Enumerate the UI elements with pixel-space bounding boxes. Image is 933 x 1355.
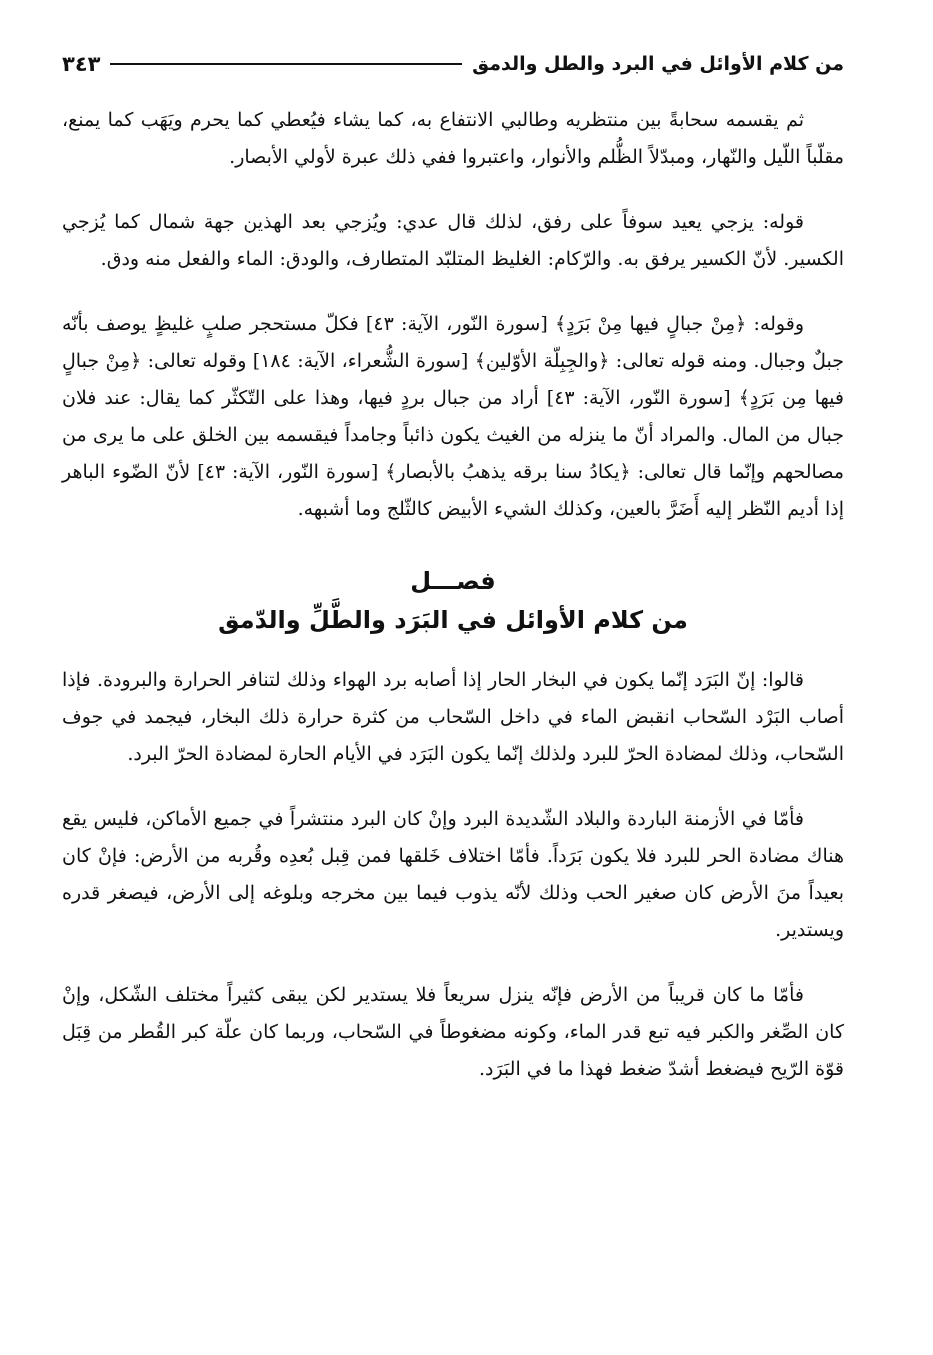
paragraph: فأمّا ما كان قريباً من الأرض فإنّه ينزل سريعاً فلا يستدير لكن يبقى كثيراً مختلف الشّكل، وإنْ كان الصِّغر والكبر فيه تبع قدر الماء، وكونه مضغوطاً في السّحاب، وربما كان علّة كبر القُطر من قِبَل قوّة الرّيح فيضغط أشدّ ضغط فهذا ما في البَرَد.	[62, 984, 844, 1080]
page-header	[62, 40, 844, 88]
page-number: ٣٤٣	[62, 52, 101, 76]
paragraph: وقوله: ﴿مِنْ جبالٍ فيها مِنْ بَرَدٍ﴾ [سورة النّور، الآية: ٤٣] فكلّ مستحجر صلبٍ غليظٍ يوصف بأنّه جبلٌ وجبال. ومنه قوله تعالى: ﴿والجِبِلّة الأوّلين﴾ [سورة الشُّعراء، الآية: ١٨٤] وقوله تعالى: ﴿مِنْ جبالٍ فيها مِن بَرَدٍ﴾ [سورة النّور، الآية: ٤٣] أراد من جبال بردٍ فيها، وهذا على التّكثّر كما يقال: عند فلان جبال من المال. والمراد أنّ ما ينزله من الغيث يكون ذائباً وجامداً فيقسمه بين الخلق على ما يرى من مصالحهم وإنّما قال تعالى: ﴿يكادُ سنا برقه يذهبُ بالأبصار﴾ [سورة النّور، الآية: ٤٣] لأنّ الضّوء الباهر إذا أديم النّظر إليه أَضَرَّ بالعين، وكذلك الشيء الأبيض كالثّلج وما أشبهه.	[62, 313, 844, 520]
paragraph: قالوا: إنّ البَرَد إنّما يكون في البخار الحار إذا أصابه برد الهواء وذلك لتنافر الحرارة والبرودة. فإذا أصاب البَرْد السّحاب انقبض الماء في داخل السّحاب من كثرة حرارة ذلك البخار، فيجمد في جوف السّحاب، وذلك لمضادة الحرّ للبرد ولذلك إنّما يكون البَرَد في الأيام الحارة لمضادة الحرّ البرد.	[62, 669, 844, 765]
header-rule	[110, 63, 462, 65]
paragraph: قوله: يزجي يعيد سوفاً على رفق، لذلك قال عدي: ويُزجي بعد الهذين جهة شمال كما يُزجي الكسير. لأنّ الكسير يرفق به. والرّكام: الغليظ المتلبّد المتطارف، والودق: الماء والفعل منه ودق.	[62, 211, 844, 270]
running-title: من كلام الأوائل في البرد والطل والدمق	[472, 53, 844, 75]
section-label: فصـــل	[410, 567, 496, 595]
paragraph: ثم يقسمه سحابةً بين منتظريه وطالبي الانتفاع به، كما يشاء فيُعطي كما يحرم ويَهَب كما يمنع، مقلّباً اللّيل والنّهار، ومبدّلاً الظُّلم والأنوار، واعتبروا ففي ذلك عبرة لأولي الأبصار.	[62, 109, 844, 168]
section-heading	[62, 562, 844, 640]
book-page	[62, 40, 844, 1330]
paragraph: فأمّا في الأزمنة الباردة والبلاد الشّديدة البرد وإنْ كان البرد منتشراً في جميع الأماكن، فليس يقع هناك مضادة الحر للبرد فلا يكون بَرَداً. فأمّا اختلاف خَلقها فمن قِبل بُعدِه وقُربه من الأرض: فإنْ كان بعيداً منَ الأرض كان صغير الحب وذلك لأنّه يذوب فيما بين مخرجه وبلوغه إلى الأرض، فيصغر قدره ويستدير.	[62, 808, 844, 941]
section-title: من كلام الأوائل في البَرَد والطَّلِّ والدّمق	[218, 606, 688, 634]
